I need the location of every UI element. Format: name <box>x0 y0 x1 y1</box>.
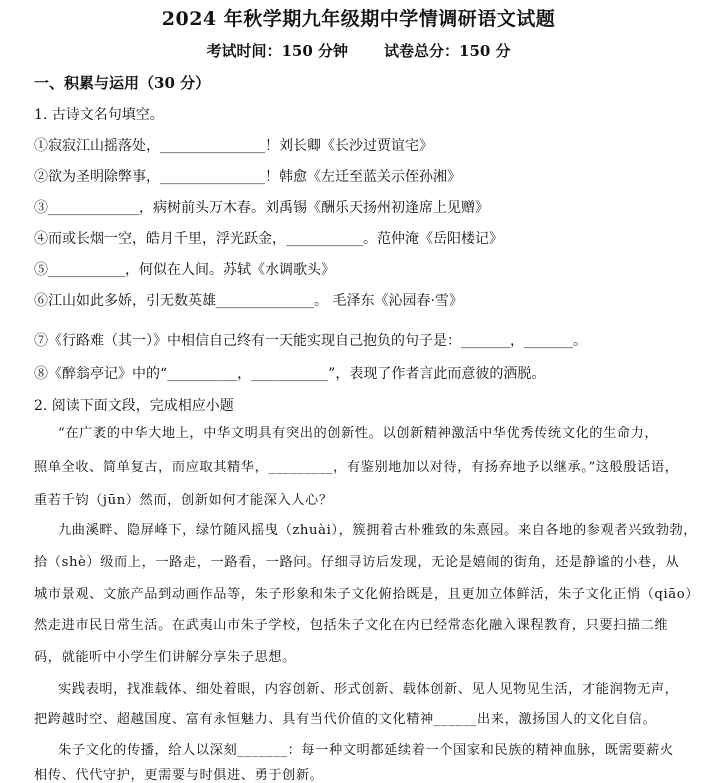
passage-line: 然走进市民日常生活。在武夷山市朱子学校，包括朱子文化在内已经常态化融入课程教育，只要扫描二维 <box>34 618 669 633</box>
poem-fill-item: ③_____________，病树前头万木春。刘禹锡《酬乐天扬州初逢席上见赠》 <box>34 200 489 216</box>
passage-line: 把跨越时空、超越国度、富有永恒魅力、具有当代价值的文化精神______出来，激扬国人的文化自信。 <box>34 712 657 727</box>
poem-fill-item: ⑧《醉翁亭记》中的“__________，___________”，表现了作者言此而意彼的洒脱。 <box>34 366 546 382</box>
poem-fill-item: ①寂寂江山摇落处，_______________！刘长卿《长沙过贾谊宅》 <box>34 138 433 154</box>
passage-line: 相传、代代守护，更需要与时俱进、勇于创新。 <box>34 768 324 783</box>
passage-line: 码，就能听中小学生们讲解分享朱子思想。 <box>34 650 296 665</box>
passage-line: 实践表明，找准载体、细处着眼，内容创新、形式创新、载体创新、见人见物见生活，才能润物无声， <box>58 682 679 697</box>
passage-line: 拾（shè）级而上，一路走，一路看，一路问。仔细寻访后发现，无论是嬉闹的街角，还是静谧的小巷，从 <box>34 555 680 570</box>
poem-fill-item: ⑤___________，何似在人间。苏轼《水调歌头》 <box>34 262 335 278</box>
passage-line: 重若千钧（jūn）然而，创新如何才能深入人心？ <box>34 493 333 508</box>
question-prompt: 1. 古诗文名句填空。 <box>34 107 164 123</box>
passage-line: 朱子文化的传播，给人以深刻_______：每一种文明都延续着一个国家和民族的精神血脉，既需要薪火 <box>58 743 674 758</box>
passage-line: 九曲溪畔、隐屏峰下，绿竹随风摇曳（zhuài），簇拥着古朴雅致的朱熹园。来自各地的参观者兴致勃勃， <box>58 523 698 538</box>
poem-fill-item: ②欲为圣明除弊事，_______________！韩愈《左迁至蓝关示侄孙湘》 <box>34 169 461 185</box>
question-prompt: 2. 阅读下面文段，完成相应小题 <box>34 398 234 414</box>
poem-fill-item: ⑦《行路难（其一）》中相信自己终有一天能实现自己抱负的句子是：_______，_______。 <box>34 333 587 349</box>
exam-time: 考试时间：150 分钟 <box>206 42 348 60</box>
total-score: 试卷总分：150 分 <box>384 42 511 60</box>
passage-line: 照单全收、简单复古，而应取其精华，_________，有鉴别地加以对待，有扬弃地予以继承。”这般殷话语， <box>34 460 679 475</box>
page-title: 2024 年秋学期九年级期中学情调研语文试题 <box>161 8 556 30</box>
poem-fill-item: ⑥江山如此多娇，引无数英雄______________。 毛泽东《沁园春·雪》 <box>34 293 463 309</box>
section-heading: 一、积累与运用（30 分） <box>34 74 211 92</box>
poem-fill-item: ④而或长烟一空，皓月千里，浮光跃金，___________。范仲淹《岳阳楼记》 <box>34 231 503 247</box>
exam-info <box>0 40 717 61</box>
passage-line: “在广袤的中华大地上，中华文明具有突出的创新性。以创新精神激活中华优秀传统文化的生命力， <box>58 426 659 441</box>
passage-line: 城市景观、文旅产品到动画作品等，朱子形象和朱子文化俯拾既是，且更加立体鲜活，朱子文化正悄（qiāo） <box>34 587 700 602</box>
